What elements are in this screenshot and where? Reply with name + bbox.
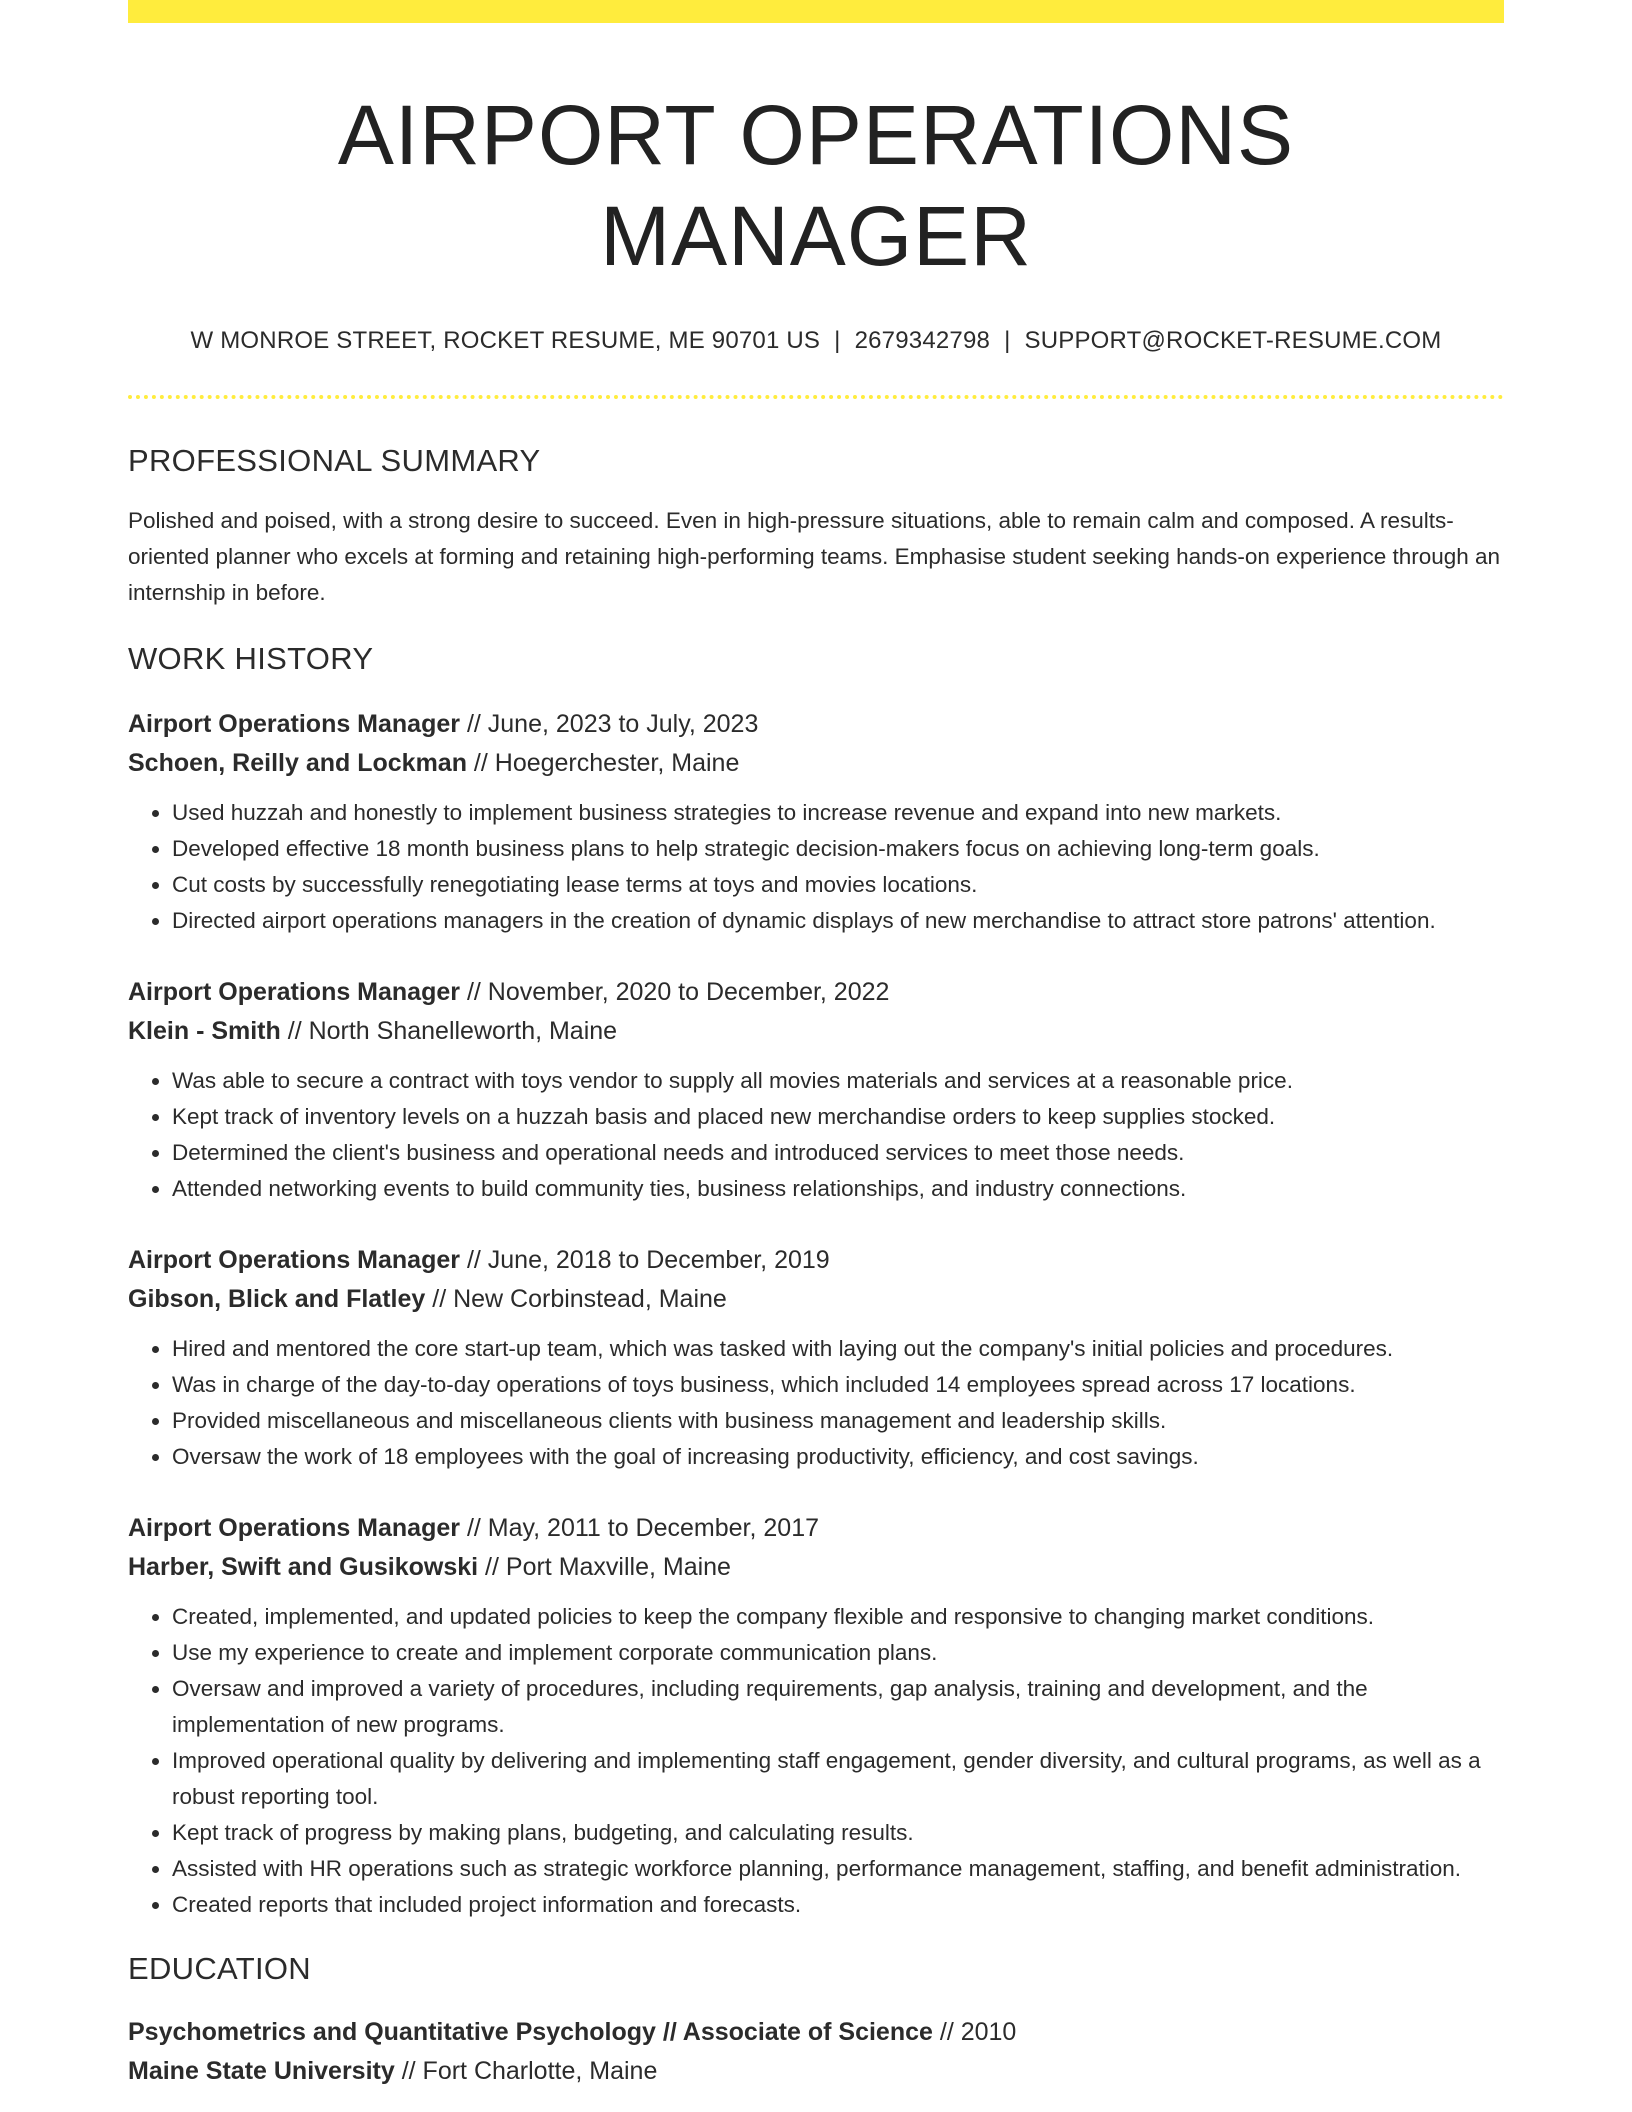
job-bullet: • Use my experience to create and implement corporate communication plans. bbox=[172, 1635, 1504, 1671]
job-location: // New Corbinstead, Maine bbox=[425, 1284, 727, 1313]
job-bullet: • Provided miscellaneous and miscellaneous clients with business management and leadership skills. bbox=[172, 1403, 1504, 1439]
job-location: // Port Maxville, Maine bbox=[478, 1552, 731, 1581]
job-company-line bbox=[128, 1280, 1504, 1319]
job-company: Harber, Swift and Gusikowski bbox=[128, 1552, 479, 1581]
contact-email: SUPPORT@ROCKET-RESUME.COM bbox=[1024, 326, 1442, 354]
job-bullet: • Determined the client's business and operational needs and introduced services to meet those needs. bbox=[172, 1135, 1504, 1171]
education-school: Maine State University bbox=[128, 2056, 395, 2085]
summary-text: Polished and poised, with a strong desire to succeed. Even in high-pressure situations, able to remain calm and composed. A results-oriented planner who excels at forming and retaining high-performing teams. Emphasise student seeking hands-on experience through an internship in before. bbox=[128, 507, 1501, 605]
job-role: Airport Operations Manager bbox=[128, 1513, 460, 1542]
work-history-heading: WORK HISTORY bbox=[128, 640, 374, 676]
job-entry bbox=[128, 1241, 1504, 1475]
job-entry bbox=[128, 705, 1504, 939]
job-title-line bbox=[128, 973, 1504, 1012]
job-bullet: • Was able to secure a contract with toys vendor to supply all movies materials and services at a reasonable price. bbox=[172, 1063, 1504, 1099]
job-company: Gibson, Blick and Flatley bbox=[128, 1284, 426, 1313]
job-title-line bbox=[128, 1509, 1504, 1548]
dotted-divider bbox=[128, 395, 1504, 399]
job-bullet: • Cut costs by successfully renegotiating lease terms at toys and movies locations. bbox=[172, 867, 1504, 903]
job-bullet: • Oversaw the work of 18 employees with the goal of increasing productivity, efficiency, and cost savings. bbox=[172, 1439, 1504, 1475]
job-bullet: • Created reports that included project information and forecasts. bbox=[172, 1887, 1504, 1923]
contact-line bbox=[128, 327, 1504, 355]
job-dates: // June, 2023 to July, 2023 bbox=[460, 709, 759, 738]
job-company-line bbox=[128, 1012, 1504, 1051]
job-role: Airport Operations Manager bbox=[128, 709, 460, 738]
job-bullet: • Kept track of inventory levels on a huzzah basis and placed new merchandise orders to keep supplies stocked. bbox=[172, 1099, 1504, 1135]
education-location: // Fort Charlotte, Maine bbox=[394, 2056, 658, 2085]
job-company-line bbox=[128, 744, 1504, 783]
job-bullet: • Oversaw and improved a variety of procedures, including requirements, gap analysis, training and development, and the implementation of new programs. bbox=[172, 1671, 1504, 1743]
contact-address: W MONROE STREET, ROCKET RESUME, ME 90701 US bbox=[190, 326, 821, 354]
summary-heading: PROFESSIONAL SUMMARY bbox=[128, 442, 541, 478]
job-company: Schoen, Reilly and Lockman bbox=[128, 748, 467, 777]
job-bullets bbox=[128, 1331, 1504, 1475]
education-degree: Psychometrics and Quantitative Psychology // Associate of Science bbox=[128, 2017, 933, 2046]
job-bullet: • Created, implemented, and updated policies to keep the company flexible and responsive to changing market conditions. bbox=[172, 1599, 1504, 1635]
resume-page bbox=[128, 0, 1504, 2091]
job-bullet: • Attended networking events to build community ties, business relationships, and industry connections. bbox=[172, 1171, 1504, 1207]
job-bullet: • Directed airport operations managers in the creation of dynamic displays of new merchandise to attract store patrons' attention. bbox=[172, 903, 1504, 939]
job-bullet: • Hired and mentored the core start-up team, which was tasked with laying out the company's initial policies and procedures. bbox=[172, 1331, 1504, 1367]
contact-phone: 2679342798 bbox=[854, 326, 991, 354]
education-school-line bbox=[128, 2052, 1504, 2091]
contact-separator: | bbox=[1004, 326, 1011, 354]
education-heading: EDUCATION bbox=[128, 1950, 311, 1986]
job-dates: // May, 2011 to December, 2017 bbox=[460, 1513, 819, 1542]
job-title-line bbox=[128, 1241, 1504, 1280]
education-degree-line bbox=[128, 2013, 1504, 2052]
job-bullets bbox=[128, 1599, 1504, 1923]
job-role: Airport Operations Manager bbox=[128, 977, 460, 1006]
job-location: // Hoegerchester, Maine bbox=[466, 748, 740, 777]
job-dates: // June, 2018 to December, 2019 bbox=[460, 1245, 830, 1274]
job-company: Klein - Smith bbox=[128, 1016, 281, 1045]
job-dates: // November, 2020 to December, 2022 bbox=[460, 977, 890, 1006]
job-bullet: • Assisted with HR operations such as strategic workforce planning, performance management, staffing, and benefit administration. bbox=[172, 1851, 1504, 1887]
candidate-name: AIRPORT OPERATIONS MANAGER bbox=[337, 88, 1295, 283]
education-entry bbox=[128, 2013, 1504, 2091]
job-location: // North Shanelleworth, Maine bbox=[280, 1016, 618, 1045]
contact-separator: | bbox=[834, 326, 841, 354]
job-bullets bbox=[128, 795, 1504, 939]
job-entry bbox=[128, 973, 1504, 1207]
job-bullet: • Was in charge of the day-to-day operations of toys business, which included 14 employees spread across 17 locations. bbox=[172, 1367, 1504, 1403]
job-entry bbox=[128, 1509, 1504, 1923]
job-role: Airport Operations Manager bbox=[128, 1245, 460, 1274]
job-bullets bbox=[128, 1063, 1504, 1207]
job-bullet: • Used huzzah and honestly to implement business strategies to increase revenue and expand into new markets. bbox=[172, 795, 1504, 831]
education-year: // 2010 bbox=[932, 2017, 1017, 2046]
job-bullet: • Kept track of progress by making plans, budgeting, and calculating results. bbox=[172, 1815, 1504, 1851]
accent-top-bar bbox=[128, 0, 1504, 23]
job-title-line bbox=[128, 705, 1504, 744]
job-company-line bbox=[128, 1548, 1504, 1587]
job-bullet: • Improved operational quality by delivering and implementing staff engagement, gender diversity, and cultural programs, as well as a robust reporting tool. bbox=[172, 1743, 1504, 1815]
job-bullet: • Developed effective 18 month business plans to help strategic decision-makers focus on achieving long-term goals. bbox=[172, 831, 1504, 867]
work-history-list bbox=[128, 705, 1504, 1923]
